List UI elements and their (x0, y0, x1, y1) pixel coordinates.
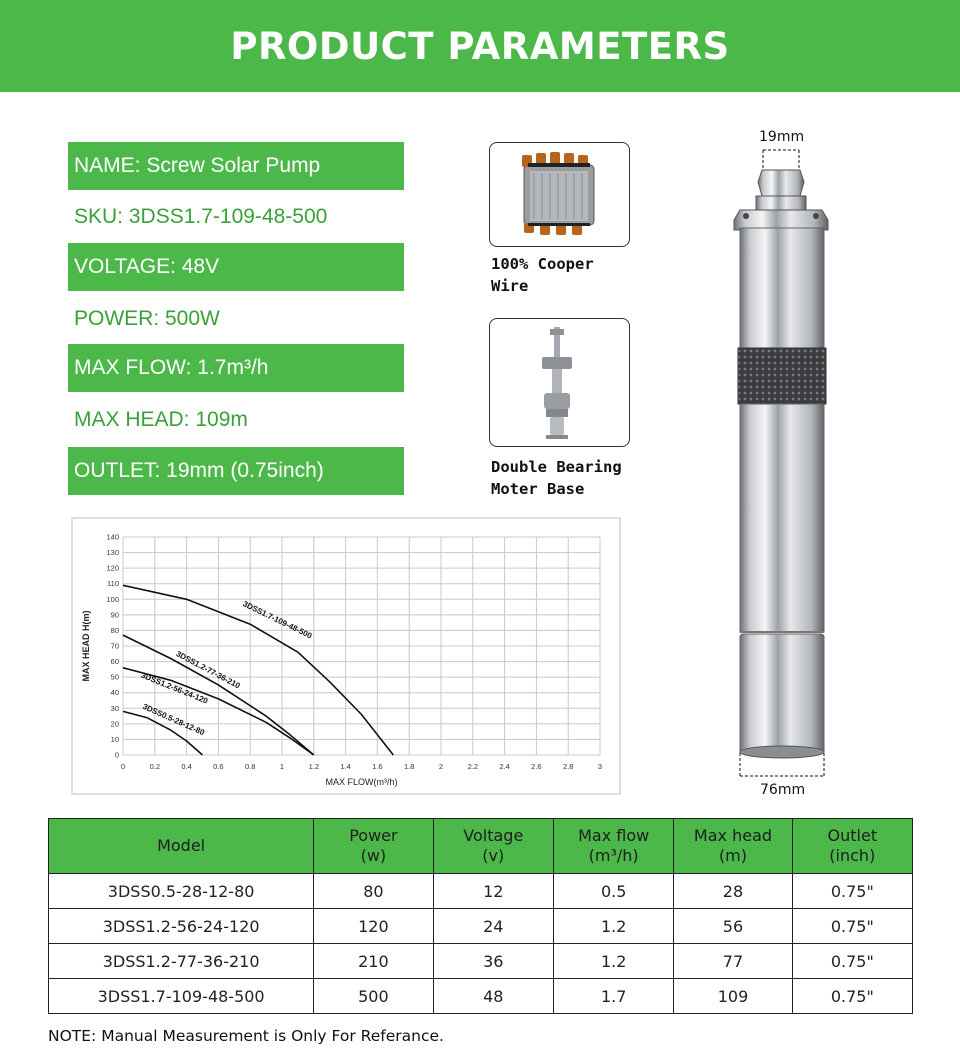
cell-voltage: 24 (433, 909, 553, 944)
header-line1: Power (349, 826, 398, 845)
table-row (49, 944, 913, 979)
cell-max-flow: 1.7 (554, 979, 674, 1014)
performance-chart (71, 517, 621, 795)
copper-stator-icon (490, 143, 628, 245)
header-line1: Outlet (827, 826, 878, 845)
cell-model: 3DSS1.7-109-48-500 (49, 979, 314, 1014)
x-tick-label: 1.2 (308, 762, 320, 771)
x-tick-label: 1.8 (403, 762, 415, 771)
feature-label-line1: 100% Cooper (491, 255, 594, 273)
feature-label-line1: Double Bearing (491, 458, 622, 476)
cell-max-head: 28 (674, 874, 792, 909)
y-axis-label: MAX HEAD H(m) (81, 610, 91, 682)
x-axis-label: MAX FLOW(m³/h) (325, 777, 398, 787)
header-line2: (inch) (829, 846, 876, 865)
y-tick-label: 10 (110, 734, 119, 744)
spec-name: NAME: Screw Solar Pump (68, 142, 404, 190)
x-tick-label: 2.8 (562, 762, 574, 771)
header-voltage (433, 819, 553, 874)
table-row (49, 909, 913, 944)
y-tick-label: 40 (110, 688, 119, 698)
header-line2: (m) (718, 846, 748, 865)
cell-model: 3DSS0.5-28-12-80 (49, 874, 314, 909)
pump-drawing (700, 120, 860, 810)
header-line1: Model (157, 836, 206, 855)
y-tick-label: 100 (106, 594, 119, 604)
bearing-feature-box (489, 318, 630, 447)
bearing-label (491, 456, 622, 500)
y-tick-label: 50 (110, 672, 119, 682)
feature-label-line2: Wire (491, 277, 529, 295)
top-dimension-label: 19mm (759, 129, 805, 145)
x-tick-label: 0.8 (244, 762, 256, 771)
performance-chart-svg (73, 519, 619, 793)
spec-sku: SKU: 3DSS1.7-109-48-500 (74, 205, 328, 228)
y-tick-label: 120 (106, 563, 119, 573)
cell-max-flow: 1.2 (554, 944, 674, 979)
y-tick-label: 90 (110, 610, 119, 620)
series-label: 3DSS1.2-77-36-210 (174, 649, 242, 691)
header-line2: (w) (360, 846, 387, 865)
cell-max-head: 109 (674, 979, 792, 1014)
series-label: 3DSS1.2-56-24-120 (139, 670, 210, 706)
header-outlet (792, 819, 912, 874)
y-tick-label: 60 (110, 657, 119, 667)
page-title: PRODUCT PARAMETERS (230, 24, 730, 68)
measurement-note: NOTE: Manual Measurement is Only For Referance. (48, 1027, 444, 1045)
cell-power: 210 (314, 944, 433, 979)
y-tick-label: 0 (114, 750, 119, 760)
spec-outlet: OUTLET: 19mm (0.75inch) (68, 447, 404, 495)
title-banner (0, 0, 960, 92)
cell-outlet: 0.75" (792, 909, 912, 944)
header-line2: (v) (482, 846, 505, 865)
header-line2: (m³/h) (588, 846, 639, 865)
x-tick-label: 0.4 (181, 762, 192, 771)
cell-max-head: 56 (674, 909, 792, 944)
x-tick-label: 2.4 (499, 762, 510, 771)
x-tick-label: 2 (438, 762, 444, 771)
y-tick-label: 80 (110, 625, 119, 635)
spec-max-head: MAX HEAD: 109m (74, 408, 248, 431)
table-header-row (49, 819, 913, 874)
copper-wire-label (491, 253, 594, 297)
header-max-head (674, 819, 792, 874)
copper-wire-feature-box (489, 142, 630, 247)
y-tick-label: 70 (110, 641, 119, 651)
cell-outlet: 0.75" (792, 874, 912, 909)
parameters-table (48, 818, 913, 1014)
x-tick-label: 2.2 (467, 762, 479, 771)
header-line1: Max head (693, 826, 773, 845)
spec-max-flow: MAX FLOW: 1.7m³/h (68, 344, 404, 392)
cell-power: 500 (314, 979, 433, 1014)
cell-max-flow: 1.2 (554, 909, 674, 944)
spec-power: POWER: 500W (74, 307, 220, 330)
header-max-flow (554, 819, 674, 874)
cell-model: 3DSS1.2-77-36-210 (49, 944, 314, 979)
y-tick-label: 140 (106, 532, 119, 542)
x-tick-label: 2.6 (531, 762, 542, 771)
x-tick-label: 1 (279, 762, 285, 771)
table-row (49, 979, 913, 1014)
feature-label-line2: Moter Base (491, 480, 585, 498)
y-tick-label: 20 (110, 719, 119, 729)
table-row (49, 874, 913, 909)
x-tick-label: 1.6 (372, 762, 383, 771)
bottom-dimension-label: 76mm (760, 782, 806, 798)
y-tick-label: 30 (110, 703, 119, 713)
cell-max-head: 77 (674, 944, 792, 979)
cell-outlet: 0.75" (792, 944, 912, 979)
spec-voltage: VOLTAGE: 48V (68, 243, 404, 291)
x-tick-label: 1.4 (340, 762, 351, 771)
cell-voltage: 48 (433, 979, 553, 1014)
header-line1: Voltage (463, 826, 524, 845)
pump-illustration (700, 120, 860, 810)
series-label: 3DSS0.5-28-12-80 (141, 701, 206, 738)
x-tick-label: 3 (597, 762, 603, 771)
header-model (49, 819, 314, 874)
y-tick-label: 130 (106, 548, 119, 558)
x-tick-label: 0.6 (213, 762, 224, 771)
cell-outlet: 0.75" (792, 979, 912, 1014)
cell-power: 120 (314, 909, 433, 944)
header-power (314, 819, 433, 874)
cell-model: 3DSS1.2-56-24-120 (49, 909, 314, 944)
x-tick-label: 0.2 (149, 762, 161, 771)
header-line1: Max flow (578, 826, 650, 845)
motor-shaft-icon (490, 319, 628, 445)
cell-power: 80 (314, 874, 433, 909)
cell-max-flow: 0.5 (554, 874, 674, 909)
cell-voltage: 36 (433, 944, 553, 979)
y-tick-label: 110 (107, 579, 119, 589)
cell-voltage: 12 (433, 874, 553, 909)
series-label: 3DSS1.7-109-48-500 (241, 599, 314, 641)
x-tick-label: 0 (120, 762, 126, 771)
